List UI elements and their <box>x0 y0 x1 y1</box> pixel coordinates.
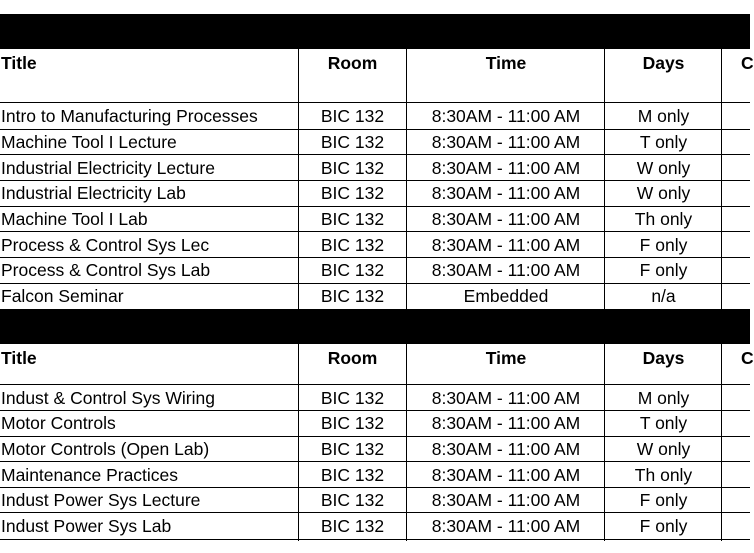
column-header-room: Room <box>327 348 378 368</box>
course-title: Intro to Manufacturing Processes <box>1 106 258 126</box>
course-time: 8:30AM - 11:00 AM <box>431 235 581 255</box>
course-room: BIC 132 <box>320 235 385 255</box>
course-room: BIC 132 <box>320 413 385 433</box>
course-days: T only <box>639 132 688 152</box>
course-title: Industrial Electricity Lecture <box>1 158 215 178</box>
course-days: W only <box>636 439 691 459</box>
course-days: M only <box>637 106 690 126</box>
column-header-time: Time <box>485 348 527 368</box>
course-time: 8:30AM - 11:00 AM <box>431 132 581 152</box>
course-time: 8:30AM - 11:00 AM <box>431 260 581 280</box>
row-divider <box>0 180 750 181</box>
course-room: BIC 132 <box>320 106 385 126</box>
column-header-partial: C <box>741 348 754 368</box>
course-room: BIC 132 <box>320 490 385 510</box>
course-time: 8:30AM - 11:00 AM <box>431 183 581 203</box>
row-divider <box>0 410 750 411</box>
section-banner <box>0 309 750 344</box>
course-title: Motor Controls (Open Lab) <box>1 439 210 459</box>
course-days: F only <box>639 260 688 280</box>
row-divider <box>0 102 750 103</box>
row-divider <box>0 206 750 207</box>
row-divider <box>0 384 750 385</box>
course-time: 8:30AM - 11:00 AM <box>431 516 581 536</box>
column-header-days: Days <box>642 53 685 73</box>
column-header-room: Room <box>327 53 378 73</box>
course-title: Process & Control Sys Lab <box>1 260 211 280</box>
row-divider <box>0 487 750 488</box>
course-title: Industrial Electricity Lab <box>1 183 186 203</box>
course-title: Indust & Control Sys Wiring <box>1 388 215 408</box>
course-days: F only <box>639 490 688 510</box>
row-divider <box>0 257 750 258</box>
course-title: Falcon Seminar <box>1 286 124 306</box>
row-divider <box>0 154 750 155</box>
course-days: n/a <box>651 286 676 306</box>
course-time: 8:30AM - 11:00 AM <box>431 490 581 510</box>
course-days: M only <box>637 388 690 408</box>
row-divider <box>0 436 750 437</box>
course-time: 8:30AM - 11:00 AM <box>431 388 581 408</box>
row-divider <box>0 539 750 540</box>
course-title: Motor Controls <box>1 413 116 433</box>
course-time: Embedded <box>463 286 549 306</box>
course-room: BIC 132 <box>320 132 385 152</box>
course-title: Indust Power Sys Lab <box>1 516 172 536</box>
column-header-title: Title <box>1 53 37 73</box>
course-days: F only <box>639 235 688 255</box>
course-time: 8:30AM - 11:00 AM <box>431 209 581 229</box>
course-title: Machine Tool I Lab <box>1 209 148 229</box>
course-title: Indust Power Sys Lecture <box>1 490 201 510</box>
row-divider <box>0 512 750 513</box>
course-room: BIC 132 <box>320 439 385 459</box>
column-header-time: Time <box>485 53 527 73</box>
course-room: BIC 132 <box>320 183 385 203</box>
course-room: BIC 132 <box>320 516 385 536</box>
course-time: 8:30AM - 11:00 AM <box>431 158 581 178</box>
course-room: BIC 132 <box>320 388 385 408</box>
section-banner <box>0 14 750 49</box>
course-time: 8:30AM - 11:00 AM <box>431 439 581 459</box>
course-title: Process & Control Sys Lec <box>1 235 210 255</box>
column-header-partial: C <box>741 53 754 73</box>
row-divider <box>0 461 750 462</box>
course-room: BIC 132 <box>320 286 385 306</box>
course-days: Th only <box>634 209 693 229</box>
course-room: BIC 132 <box>320 158 385 178</box>
row-divider <box>0 231 750 232</box>
row-divider <box>0 129 750 130</box>
course-room: BIC 132 <box>320 465 385 485</box>
course-days: F only <box>639 516 688 536</box>
course-room: BIC 132 <box>320 209 385 229</box>
course-days: W only <box>636 183 691 203</box>
course-room: BIC 132 <box>320 260 385 280</box>
row-divider <box>0 283 750 284</box>
course-time: 8:30AM - 11:00 AM <box>431 413 581 433</box>
course-title: Machine Tool I Lecture <box>1 132 177 152</box>
course-days: T only <box>639 413 688 433</box>
course-time: 8:30AM - 11:00 AM <box>431 106 581 126</box>
course-time: 8:30AM - 11:00 AM <box>431 465 581 485</box>
column-header-days: Days <box>642 348 685 368</box>
column-header-title: Title <box>1 348 37 368</box>
course-days: Th only <box>634 465 693 485</box>
course-days: W only <box>636 158 691 178</box>
course-title: Maintenance Practices <box>1 465 179 485</box>
